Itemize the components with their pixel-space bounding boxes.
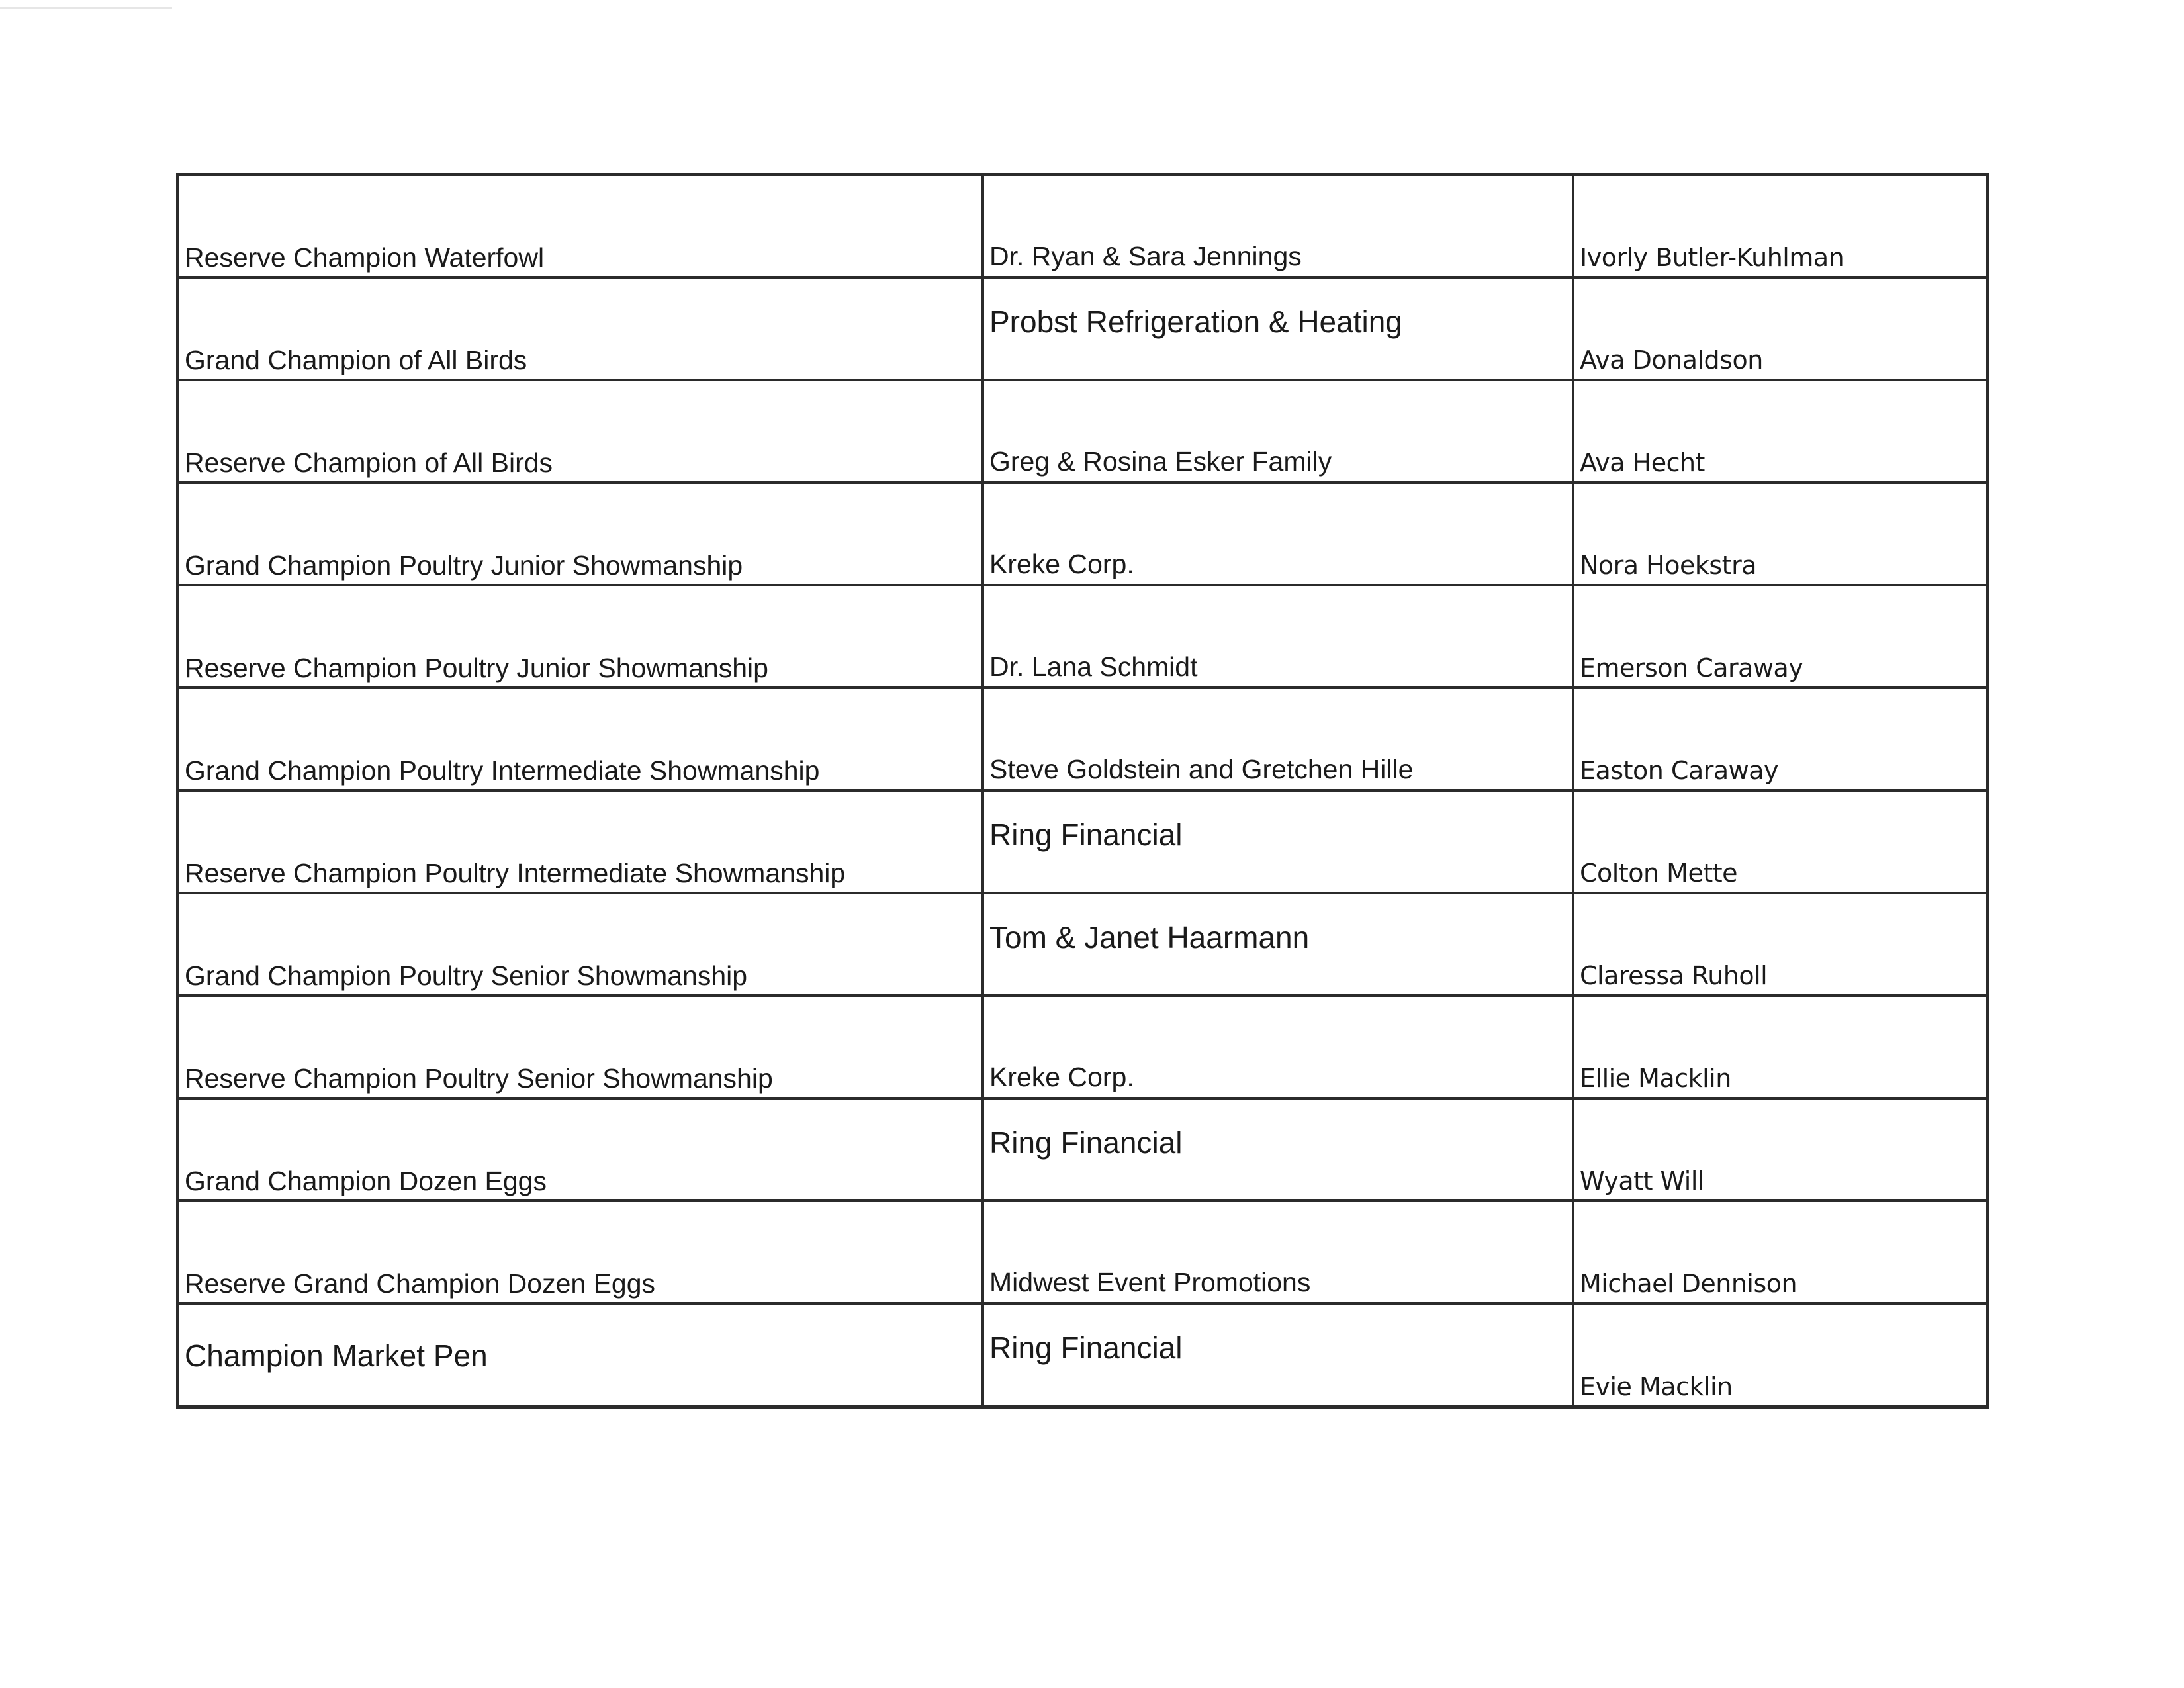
- winner-text: Ava Hecht: [1580, 448, 1705, 477]
- winner-text: Michael Dennison: [1580, 1269, 1797, 1298]
- table-row: [179, 997, 1986, 1100]
- award-text: Champion Market Pen: [185, 1338, 488, 1373]
- table-row: [179, 1305, 1986, 1405]
- winner-cell: [1572, 1202, 1986, 1302]
- award-cell: [179, 586, 981, 686]
- table-row: [179, 484, 1986, 586]
- winner-text: Wyatt Will: [1580, 1166, 1704, 1196]
- winner-text: Emerson Caraway: [1580, 653, 1803, 682]
- sponsor-cell: [981, 381, 1572, 481]
- winner-text: Colton Mette: [1580, 859, 1737, 888]
- table-row: [179, 176, 1986, 279]
- award-text: Reserve Grand Champion Dozen Eggs: [185, 1268, 656, 1299]
- table-row: [179, 279, 1986, 381]
- winner-text: Ivorly Butler-Kuhlman: [1580, 243, 1844, 272]
- winner-cell: [1572, 176, 1986, 276]
- award-cell: [179, 1100, 981, 1199]
- winner-cell: [1572, 279, 1986, 379]
- table-row: [179, 381, 1986, 484]
- sponsor-text: Greg & Rosina Esker Family: [989, 446, 1332, 477]
- sponsor-cell: [981, 1202, 1572, 1302]
- winner-text: Claressa Ruholl: [1580, 961, 1768, 990]
- award-text: Reserve Champion Poultry Junior Showmanship: [185, 653, 768, 683]
- sponsor-cell: [981, 484, 1572, 584]
- table-row: [179, 1100, 1986, 1202]
- award-text: Grand Champion Dozen Eggs: [185, 1166, 547, 1196]
- sponsor-text: Ring Financial: [989, 818, 1183, 852]
- sponsor-text: Probst Refrigeration & Heating: [989, 305, 1402, 339]
- award-cell: [179, 689, 981, 789]
- sponsor-text: Ring Financial: [989, 1331, 1183, 1365]
- award-text: Reserve Champion of All Birds: [185, 447, 553, 478]
- table-row: [179, 792, 1986, 894]
- winner-text: Evie Macklin: [1580, 1372, 1733, 1401]
- award-cell: [179, 381, 981, 481]
- winner-cell: [1572, 997, 1986, 1097]
- winner-cell: [1572, 381, 1986, 481]
- sponsor-cell: [981, 792, 1572, 892]
- sponsor-text: Dr. Ryan & Sara Jennings: [989, 241, 1302, 271]
- scan-edge-mark: [0, 7, 172, 9]
- winner-cell: [1572, 586, 1986, 686]
- award-cell: [179, 792, 981, 892]
- sponsor-cell: [981, 689, 1572, 789]
- sponsor-cell: [981, 1305, 1572, 1405]
- table-row: [179, 586, 1986, 689]
- sponsor-text: Kreke Corp.: [989, 1062, 1134, 1092]
- winner-cell: [1572, 689, 1986, 789]
- award-text: Grand Champion Poultry Intermediate Showmanship: [185, 755, 820, 786]
- award-cell: [179, 279, 981, 379]
- sponsor-text: Dr. Lana Schmidt: [989, 651, 1198, 682]
- winner-text: Nora Hoekstra: [1580, 551, 1756, 580]
- winner-text: Ava Donaldson: [1580, 346, 1763, 375]
- sponsor-cell: [981, 279, 1572, 379]
- sponsor-cell: [981, 586, 1572, 686]
- winner-cell: [1572, 894, 1986, 994]
- award-text: Reserve Champion Waterfowl: [185, 242, 545, 273]
- sponsor-cell: [981, 176, 1572, 276]
- award-cell: [179, 1202, 981, 1302]
- winner-text: Ellie Macklin: [1580, 1064, 1731, 1093]
- award-text: Reserve Champion Poultry Senior Showmanship: [185, 1063, 773, 1094]
- sponsor-text: Tom & Janet Haarmann: [989, 920, 1310, 955]
- sponsor-text: Steve Goldstein and Gretchen Hille: [989, 754, 1414, 784]
- sponsor-cell: [981, 997, 1572, 1097]
- sponsor-text: Midwest Event Promotions: [989, 1267, 1311, 1297]
- sponsor-cell: [981, 1100, 1572, 1199]
- sponsor-text: Kreke Corp.: [989, 549, 1134, 579]
- winner-cell: [1572, 1305, 1986, 1405]
- award-text: Reserve Champion Poultry Intermediate Showmanship: [185, 858, 846, 888]
- award-text: Grand Champion Poultry Junior Showmanship: [185, 550, 743, 581]
- winner-text: Easton Caraway: [1580, 756, 1778, 785]
- award-cell: [179, 176, 981, 276]
- table-row: [179, 894, 1986, 997]
- table-row: [179, 1202, 1986, 1305]
- winner-cell: [1572, 792, 1986, 892]
- sponsor-cell: [981, 894, 1572, 994]
- award-text: Grand Champion Poultry Senior Showmanship: [185, 961, 748, 991]
- award-cell: [179, 997, 981, 1097]
- award-text: Grand Champion of All Birds: [185, 345, 527, 375]
- award-cell: [179, 484, 981, 584]
- awards-table: [176, 173, 1989, 1409]
- table-row: [179, 689, 1986, 792]
- award-cell: [179, 894, 981, 994]
- winner-cell: [1572, 1100, 1986, 1199]
- sponsor-text: Ring Financial: [989, 1125, 1183, 1160]
- award-cell: [179, 1305, 981, 1405]
- winner-cell: [1572, 484, 1986, 584]
